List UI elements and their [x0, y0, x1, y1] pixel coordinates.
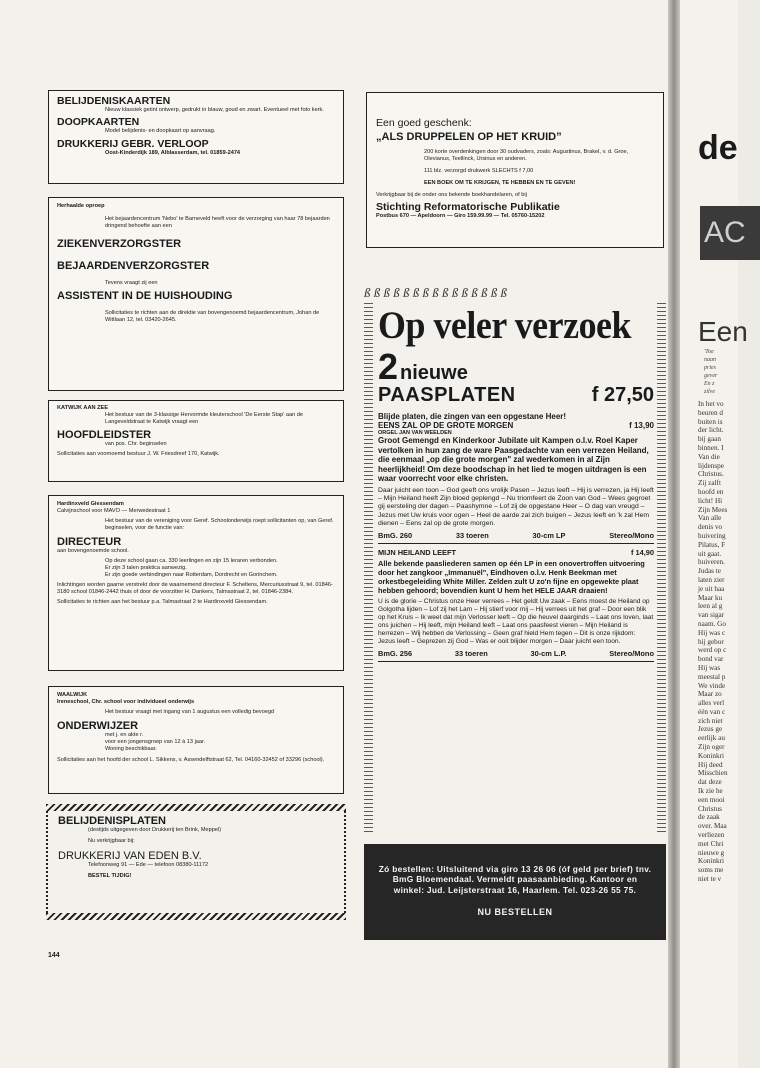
article-line: verliezen: [698, 831, 725, 840]
article-line: laten zier: [698, 575, 725, 584]
ad-paasplaten: [364, 286, 666, 832]
ad-nieuwe: nieuwe: [400, 362, 468, 384]
decorative-border: [657, 300, 666, 832]
ad-fact: Op deze school gaan ca. 330 leerlingen en zijn 15 leraren verbonden.: [105, 558, 278, 564]
record-price: f 13,90: [629, 421, 654, 430]
article-line: We vinde: [698, 681, 726, 690]
ad-text: 111 blz. verzorgd drukwerk SLECHTS f 7,00: [424, 168, 534, 174]
record-catalog: BmG. 256: [378, 648, 413, 658]
article-line: naam. Go: [698, 619, 726, 628]
book-spine: [668, 0, 680, 1068]
article-line: buiten is: [698, 417, 723, 426]
ad-text: Sollicitaties aan het hoofd der school L. Sikkens, v. Assendelftstraat 62, Tel. 04160-32452 of 33296 (school).: [57, 757, 325, 763]
ad-heading: ZIEKENVERZORGSTER: [57, 238, 182, 250]
ad-fact: Woning beschikbaar.: [105, 746, 157, 752]
ad-text: Het bejaardencentrum 'Nebo' te Barneveld heeft voor de verzorging van haar 78 bejaarden dringend behoefte aan een: [105, 216, 330, 229]
decorative-border: ß ß ß ß ß ß ß ß ß ß ß ß ß ß ß: [364, 285, 507, 300]
ad-text: Ireneschool, Chr. school voor individueel onderwijs: [57, 699, 195, 705]
ad-text: (destijds uitgegeven door Drukkerij ten Brink, Meppel): [88, 827, 222, 833]
ad-text: van pos. Chr. beginselen: [105, 441, 167, 447]
ad-heading: HOOFDLEIDSTER: [57, 429, 152, 441]
ad-number: 2: [378, 346, 399, 387]
ad-label: Herhaalde oproep: [57, 203, 105, 209]
article-line: huiveren.: [698, 558, 725, 567]
record-catalog: BmG. 260: [378, 530, 413, 540]
record-price: f 14,90: [630, 547, 654, 557]
subtitle-fragment: 'Toe naan pries gever En z zilve: [704, 349, 718, 395]
record-tracks: Daar juicht een toon – God geeft ons vrolijk Pasen – Jezus leeft – Hij is verrezen, ja Hij leeft – Mijn Heiland heeft Zijn bloed geplengd – Nu triomfeert de Zoon van God – Wees gegroet gij eersteling der dagen – Paashymne – Lof zij de opgestane Heer – O dag van vreugd – Jezus met Uw kruis voor ogen – Heel de aarde zal zich buigen – Jezus leeft en 'k zal Hem dienen – Eens zal op de grote morgen.: [378, 486, 654, 527]
order-cta: NU BESTELLEN: [477, 907, 553, 918]
article-line: de zaak: [698, 813, 720, 822]
ad-heading: ONDERWIJZER: [57, 720, 139, 732]
article-line: soms me: [698, 866, 724, 875]
record-audio: Stereo/Mono: [609, 530, 654, 540]
page-number: 144: [48, 952, 60, 959]
article-line: Pilatus, F: [698, 540, 726, 549]
article-line: nieuwe g: [698, 848, 725, 857]
ad-heading: DRUKKERIJ VAN EDEN B.V.: [58, 850, 202, 862]
ad-heading: BEJAARDENVERZORGSTER: [57, 260, 210, 272]
decorative-border: [46, 913, 346, 920]
article-line: Christus: [698, 804, 722, 813]
ad-price: f 27,50: [591, 384, 654, 406]
title-fragment: Een: [698, 316, 748, 347]
ad-text: Het bestuur vraagt met ingang van 1 augustus een volledig bevoegd: [105, 709, 275, 715]
record-format: 30-cm L.P.: [530, 648, 567, 658]
record-title: EENS ZAL OP DE GROTE MORGEN: [378, 421, 514, 430]
article-line: denis vo: [698, 523, 723, 532]
record-format: 30-cm LP: [532, 530, 566, 540]
article-line: met Chri: [698, 839, 724, 848]
ad-text: Tevens vraagt zij een: [105, 280, 158, 286]
article-line: der licht.: [698, 426, 724, 435]
article-line: uit gaat.: [698, 549, 722, 558]
article-text: [698, 400, 728, 884]
ad-fact: Er zijn goede verbindingen naar Rotterdam, Dordrecht en Gorinchem.: [105, 572, 278, 578]
ad-text: Sollicitaties te richten aan de direktie van bovengenoemd bejaardencentrum, Johan de Wittlaan 12, tel. 03420-2645.: [105, 310, 320, 323]
heading-fragment: de: [698, 129, 738, 167]
record-audio: Stereo/Mono: [609, 648, 654, 658]
banner-fragment: AC: [700, 206, 760, 260]
article-line: leen al g: [698, 602, 723, 611]
ad-text: Nieuw klassiek getint ontwerp, gedrukt in blauw, goud en zwart. Eventueel met foto kerk.: [105, 107, 324, 113]
ad-waalwijk: [48, 686, 344, 794]
article-line: Zijn oger: [698, 743, 725, 752]
ad-fact: met j. en akte r.: [105, 732, 144, 738]
ad-heading: DRUKKERIJ GEBR. VERLOOP: [57, 138, 209, 150]
ad-text: EEN BOEK OM TE KRIJGEN, TE HEBBEN EN TE GEVEN!: [424, 180, 576, 186]
article-line: Hij deed: [698, 760, 723, 769]
article-line: Maar zo: [698, 690, 722, 699]
record-title: MIJN HEILAND LEEFT: [378, 547, 457, 557]
article-line: Misschien: [698, 769, 728, 778]
ad-bejaardencentrum: [48, 197, 344, 391]
ad-belijdeniskaarten: [48, 90, 344, 184]
article-line: meestal p: [698, 672, 726, 681]
record-description: Alle bekende paasliederen samen op één LP in een onovertroffen uitvoering door het zangkoor „Immanuël", Eindhoven o.l.v. Henk Beekman met orkestbegeleiding White Miller. Zelden zult U zo'n fijne en opgewekte plaat hebben gehoord; bovendien kunt U hem het HELE JAAR draaien!: [378, 558, 645, 595]
article-line: Koninkri: [698, 857, 724, 866]
ad-text: Calvijnschool voor MAVO — Merwedestraat 1: [57, 508, 171, 514]
article-line: bij gaan: [698, 435, 721, 444]
article-line: Zij zalft: [698, 479, 721, 488]
order-text: Zó bestellen: Uitsluitend via giro 13 26 06 (óf geld per brief) tnv. BmG Bloemendaal. Vermeldt paasaanbieding. Kantoor en winkel: Jud. Leijsterstraat 16, Haarlem. Tel. 023-26 55 75.: [378, 864, 652, 895]
ad-text: Sollicitaties te richten aan het bestuur p.a. Talmastraat 2 te Hardinxveld Giessendam.: [57, 599, 268, 605]
ad-text: Nu verkrijgbaar bij:: [88, 838, 135, 844]
article-line: één van c: [698, 707, 726, 716]
record-description: Groot Gemengd en Kinderkoor Jubilate uit Kampen o.l.v. Roel Kaper vertolken in hun zang de ware Paasgedachte van een verrezen Heiland, die eenmaal „op die grote morgen" zal wederkomen in al Zijn heerlijkheid! Om deze boodschap in het lied te mogen uitdragen is een waar voorrecht voor elke christen.: [378, 436, 649, 484]
ad-title: „ALS DRUPPELEN OP HET KRUID”: [376, 131, 562, 143]
ad-text: Inlichtingen worden gaarne verstrekt door de waarnemend directeur F. Scheltens, Mercuriusstraat 9, tel. 01846-3180 school 01846-2442 thuis of door de voorzitter H. Dankers, Talmastraat 2, tel. 01846-2384.: [57, 582, 333, 595]
ad-label: Hardinxveld Giessendam: [57, 501, 124, 507]
ad-heading: DIRECTEUR: [57, 536, 122, 548]
article-line: Christus.: [698, 470, 724, 479]
article-line: over. Maa: [698, 822, 727, 831]
ad-text: Model belijdenis- en doopkaart op aanvraag.: [105, 128, 216, 134]
article-line: Jezus ge: [698, 725, 723, 734]
article-line: Zijn Mees: [698, 505, 728, 514]
article-line: Maar ku: [698, 593, 723, 602]
article-line: Hij was c: [698, 628, 726, 637]
article-line: een mooi: [698, 795, 725, 804]
article-line: lijdenspe: [698, 461, 724, 470]
ad-text: Het bestuur van de 3-klassige Hervormde kleuterschool 'De Eerste Stap' aan de Langeveldstraat te Katwijk vraagt een: [105, 412, 304, 425]
article-line: van sigar: [698, 611, 725, 620]
article-line: werd op c: [698, 646, 727, 655]
article-line: je uit haa: [698, 584, 725, 593]
ad-heading: BELIJDENISPLATEN: [58, 815, 166, 827]
ad-address: Postbus 670 — Apeldoorn — Giro 159.99.99 — Tel. 05760-15202: [376, 213, 545, 219]
article-line: binnen. I: [698, 443, 724, 452]
article-line: niet te v: [698, 875, 722, 884]
article-line: eerlijk au: [698, 734, 725, 743]
ad-firm: Stichting Reformatorische Publikatie: [376, 201, 560, 213]
right-page: [680, 0, 748, 1068]
ad-headline: Op veler verzoek: [378, 304, 632, 347]
ad-address: Oost-Kinderdijk 189, Alblasserdam, tel. 01859-2474: [105, 150, 241, 156]
ad-text: Het bestuur van de vereniging voor Geref. Schoolonderwijs roept sollicitanten op, van Geref. beginselen, voor de functie van:: [105, 518, 334, 531]
article-line: hij gebor: [698, 637, 724, 646]
record-speed: 33 toeren: [455, 530, 489, 540]
ad-text: Verkrijgbaar bij de onder ons bekende boekhandelaren, of bij: [376, 192, 527, 198]
ad-heading: DOOPKAARTEN: [57, 116, 140, 128]
ad-text: 200 korte overdenkingen door 30 oudvaders, zoals: Augustinus, Brakel, v. d. Groe, Olevianus, Teellinck, Ursinus en anderen.: [424, 149, 629, 162]
ad-text: Sollicitaties aan voornoemd bestuur J. W. Friesdreef 170, Katwijk.: [57, 451, 220, 457]
ad-katwijk: [48, 400, 344, 482]
article-line: zich niet: [698, 716, 723, 725]
decorative-border: [46, 804, 346, 811]
article-line: In het vo: [698, 400, 724, 408]
article-line: Van die: [698, 452, 720, 461]
article-line: huivering: [698, 531, 726, 540]
ad-belijdenisplaten: [46, 804, 346, 920]
ad-lead: Een goed geschenk:: [376, 117, 472, 129]
ad-fact: Er zijn 3 talen praktica aanwezig.: [105, 565, 187, 571]
ad-heading: ASSISTENT IN DE HUISHOUDING: [57, 290, 233, 302]
article-line: Koninkri: [698, 751, 724, 760]
ad-lead: Blijde platen, die zingen van een opgestane Heer!: [378, 412, 567, 421]
ad-text: Telefoonweg 91 — Ede — telefoon 08380-11172: [88, 862, 209, 868]
ad-label: KATWIJK AAN ZEE: [57, 405, 108, 411]
ad-label: WAALWIJK: [57, 692, 88, 698]
article-line: Ik zie he: [698, 787, 723, 796]
article-line: dat deze: [698, 778, 722, 787]
decorative-border: [364, 300, 373, 832]
article-line: Hij was: [698, 663, 721, 672]
ad-heading: BELIJDENISKAARTEN: [57, 95, 171, 107]
record-tracks: U is de glorie – Christus onze Heer verrees – Het geldt Uw zaak – Eens moest de Heiland op Golgotha lijden – Lof zij het Lam – Hij stierf voor mij – Hij verrees uit het graf – Door een blik op het Kruis – Ik weet dat mijn Verlosser leeft – Op die heuvel daarginds – Laat ons loven, laat ons juichen – Hij leeft, mijn Heiland leeft – Laat ons paasfeest vieren – Mijn Heiland is herrezen – Wij hebben de Verlossing – Geen graf hield Hem tegen – Dit is onze rijkdom: Jezus leeft – Geprezen zij God – Was er ooit blijder morgen – Daar juicht een toon.: [378, 597, 654, 645]
article-line: Van alle: [698, 514, 722, 523]
ad-hardinxveld: [48, 495, 344, 671]
ad-paasplaten-title: PAASPLATEN: [378, 384, 516, 406]
article-line: beuren d: [698, 408, 723, 417]
record-performer: ORGEL JAN VAN WEELDEN: [378, 430, 452, 436]
article-line: Judas te: [698, 567, 721, 576]
ad-druppelen: [366, 92, 664, 248]
article-line: alles verl: [698, 699, 725, 708]
article-line: licht! Hi: [698, 496, 723, 505]
article-line: hoofd en: [698, 487, 724, 496]
order-box: [364, 844, 666, 940]
ad-text: BESTEL TIJDIG!: [88, 873, 132, 879]
ad-text: aan bovengenoemde school.: [57, 548, 129, 554]
ad-fact: voor een jongensgroep van 12 à 13 jaar.: [105, 739, 206, 745]
article-line: bond var: [698, 655, 724, 664]
record-speed: 33 toeren: [454, 648, 488, 658]
